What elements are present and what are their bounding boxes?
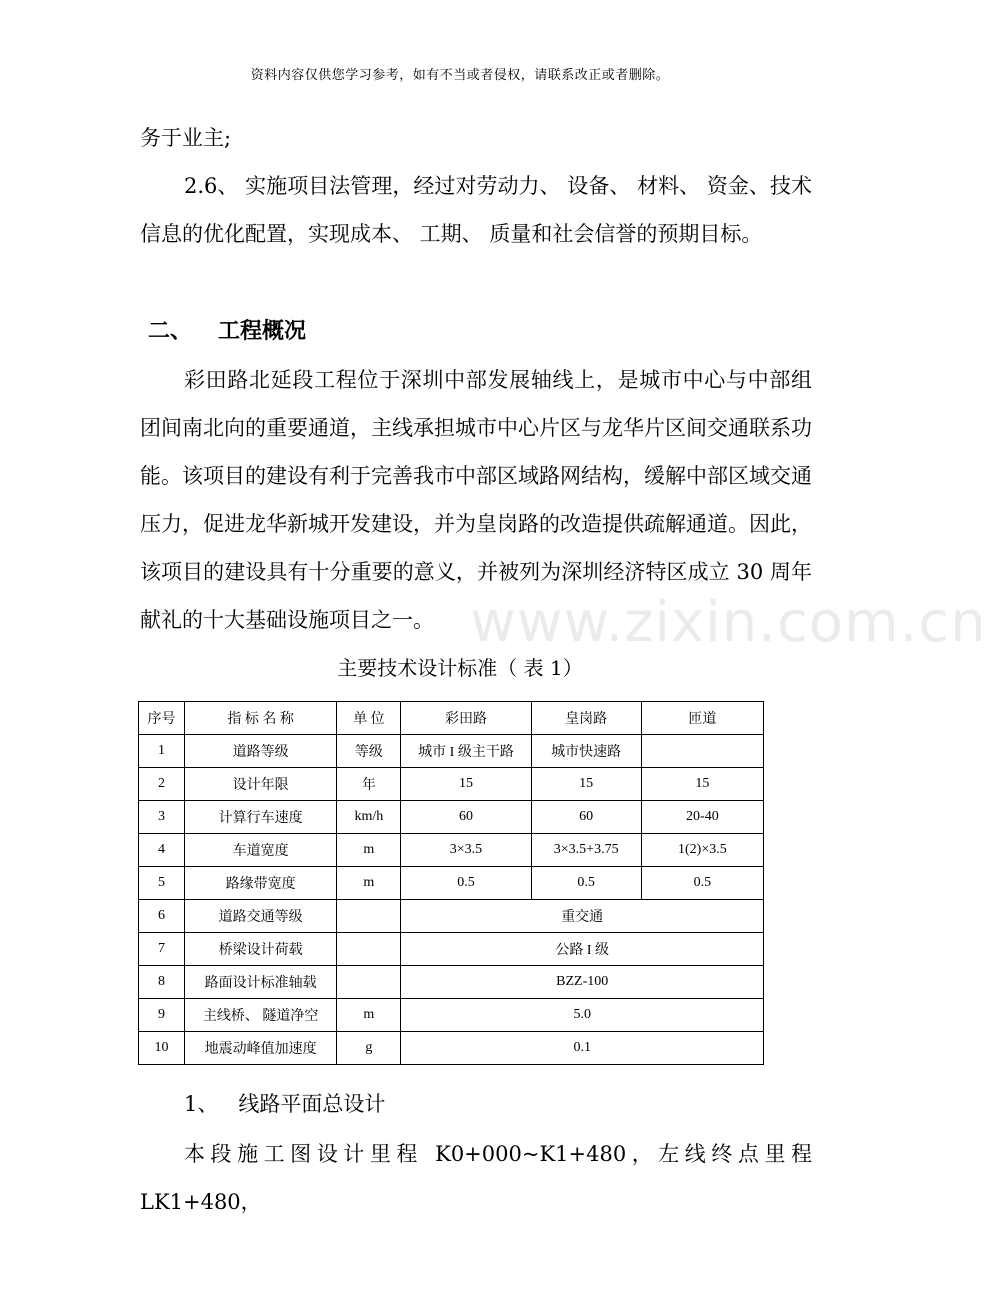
table-cell: 0.5 (531, 867, 641, 900)
table-cell: 4 (139, 834, 185, 867)
table-row (139, 834, 764, 867)
table-cell: 桥梁设计荷载 (185, 933, 337, 966)
table-cell: 15 (641, 768, 763, 801)
table-cell (337, 900, 401, 933)
table-row (139, 801, 764, 834)
table-cell: 6 (139, 900, 185, 933)
table-row (139, 966, 764, 999)
table-cell (337, 933, 401, 966)
table-cell: 8 (139, 966, 185, 999)
table-cell: 15 (531, 768, 641, 801)
table-cell: 60 (531, 801, 641, 834)
table-cell: 5.0 (401, 999, 764, 1032)
table-caption: 主要技术设计标准（ 表 1） (337, 656, 583, 680)
table-header-row (139, 702, 764, 735)
table-cell: BZZ-100 (401, 966, 764, 999)
table-cell: 0.5 (401, 867, 531, 900)
subsection-number: 1、 (184, 1092, 219, 1116)
table-cell: m (337, 999, 401, 1032)
table-cell: g (337, 1032, 401, 1065)
table-cell: 1(2)×3.5 (641, 834, 763, 867)
section-title: 工程概况 (218, 319, 307, 344)
section-heading (148, 308, 306, 356)
table-cell: 路缘带宽度 (185, 867, 337, 900)
table-cell: 10 (139, 1032, 185, 1065)
table-cell: 3×3.5 (401, 834, 531, 867)
table-cell: 2 (139, 768, 185, 801)
table-cell: m (337, 867, 401, 900)
table-header-cell: 皇岗路 (531, 702, 641, 735)
table-header-cell: 指 标 名 称 (185, 702, 337, 735)
table-cell: 1 (139, 735, 185, 768)
table-row (139, 933, 764, 966)
table-cell: 等级 (337, 735, 401, 768)
table-cell: 15 (401, 768, 531, 801)
table-cell: 公路 I 级 (401, 933, 764, 966)
table-cell: 计算行车速度 (185, 801, 337, 834)
table-cell: 城市 I 级主干路 (401, 735, 531, 768)
table-cell: 路面设计标准轴载 (185, 966, 337, 999)
table-cell: 0.5 (641, 867, 763, 900)
watermark: www.zixin.com.cn (470, 590, 987, 655)
table-row (139, 1032, 764, 1065)
table-cell: 设计年限 (185, 768, 337, 801)
table-row (139, 768, 764, 801)
table-cell: km/h (337, 801, 401, 834)
subsection-heading (184, 1082, 385, 1126)
paragraph-2: 2.6、 实施项目法管理，经过对劳动力、 设备、 材料、 资金、技术信息的优化配置，实现成本、 工期、 质量和社会信誉的预期目标。 (140, 174, 812, 246)
paragraph-4: 本段施工图设计里程 K0+000~K1+480，左线终点里程 LK1+480， (140, 1142, 812, 1214)
table-cell: 年 (337, 768, 401, 801)
table-cell: 道路交通等级 (185, 900, 337, 933)
paragraph-3: 彩田路北延段工程位于深圳中部发展轴线上，是城市中心与中部组团间南北向的重要通道，主线承担城市中心片区与龙华片区间交通联系功能。该项目的建设有利于完善我市中部区域路网结构，缓解中部区域交通压力，促进龙华新城开发建设，并为皇岗路的改造提供疏解通道。因此，该项目的建设具有十分重要的意义，并被列为深圳经济特区成立 30 周年献礼的十大基础设施项目之一。 (140, 368, 812, 632)
table-cell: 60 (401, 801, 531, 834)
table-cell (641, 735, 763, 768)
table-cell: 道路等级 (185, 735, 337, 768)
table-row (139, 999, 764, 1032)
table-header-cell: 单 位 (337, 702, 401, 735)
table-cell: 0.1 (401, 1032, 764, 1065)
section-number: 二、 (148, 319, 193, 344)
paragraph-1: 务于业主; (140, 126, 232, 150)
table-header-cell: 序号 (139, 702, 185, 735)
table-cell: 5 (139, 867, 185, 900)
table-cell: 主线桥、 隧道净空 (185, 999, 337, 1032)
table-cell: 3 (139, 801, 185, 834)
table-cell: 3×3.5+3.75 (531, 834, 641, 867)
table-row (139, 900, 764, 933)
table-header-cell: 匝道 (641, 702, 763, 735)
table-cell: 城市快速路 (531, 735, 641, 768)
header-note: 资料内容仅供您学习参考，如有不当或者侵权，请联系改正或者删除。 (250, 68, 670, 83)
subsection-title: 线路平面总设计 (238, 1092, 386, 1116)
table-row (139, 867, 764, 900)
table-cell (337, 966, 401, 999)
table-cell: 重交通 (401, 900, 764, 933)
table-cell: 地震动峰值加速度 (185, 1032, 337, 1065)
table-cell: 车道宽度 (185, 834, 337, 867)
table-cell: 7 (139, 933, 185, 966)
table-cell: 9 (139, 999, 185, 1032)
table-cell: 20-40 (641, 801, 763, 834)
table-cell: m (337, 834, 401, 867)
table-header-cell: 彩田路 (401, 702, 531, 735)
spec-table (138, 701, 764, 1065)
table-row (139, 735, 764, 768)
